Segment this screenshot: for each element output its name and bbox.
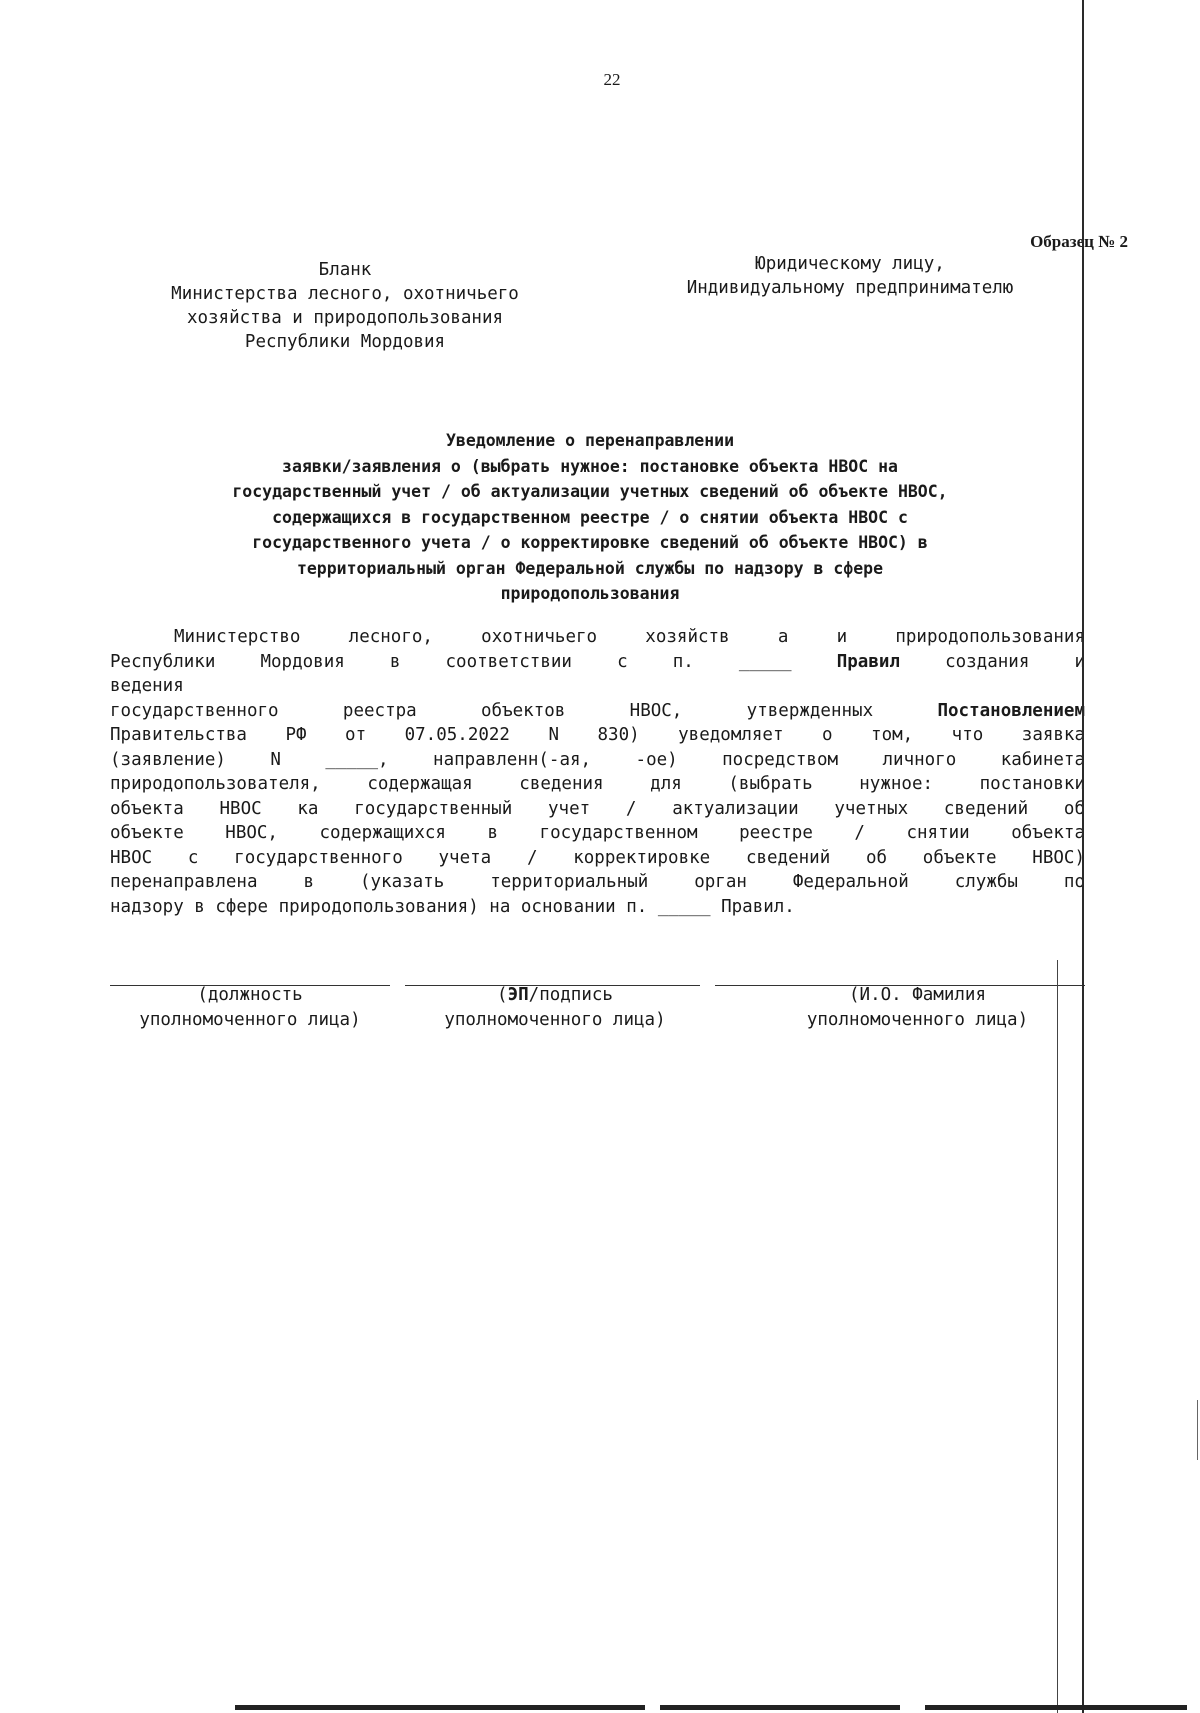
resolution-bold: Постановлением <box>937 700 1085 721</box>
caption-text: /подпись <box>528 985 613 1005</box>
document-title <box>100 428 1080 607</box>
body-line: объекте НВОС, содержащихся в государственном реестре / снятии объекта <box>110 823 1085 843</box>
position-caption <box>105 983 395 1033</box>
body-text: Республики Мордовия в соответствии с п. _____ <box>110 651 792 672</box>
scan-bottom-edge <box>235 1705 645 1710</box>
page-number: 22 <box>603 70 621 89</box>
title-line: содержащихся в государственном реестре / о снятии объекта НВОС с <box>272 507 908 527</box>
body-line <box>110 699 1085 724</box>
body-line: НВОС с государственного учета / корректировке сведений об объекте НВОС) <box>110 847 1085 868</box>
scan-edge-tick <box>1197 1400 1198 1460</box>
recipient-line: Индивидуальному предпринимателю <box>686 278 1014 298</box>
title-line: природопользования <box>500 584 680 603</box>
body-line <box>110 650 1085 675</box>
caption-line: (И.О. Фамилия <box>849 985 986 1005</box>
caption-line: уполномоченного лица) <box>806 1010 1029 1030</box>
body-line: природопользователя, содержащая сведения для (выбрать нужное: постановки <box>110 774 1085 794</box>
body-line: надзору в сфере природопользования) на основании п. _____ Правил. <box>110 896 795 917</box>
sender-line: Бланк <box>318 260 372 280</box>
sender-block <box>110 258 580 354</box>
caption-line: (должность <box>197 985 303 1005</box>
scan-margin-line <box>1082 0 1084 1713</box>
recipient-line: Юридическому лицу, <box>755 254 945 274</box>
sender-line: хозяйства и природопользования <box>186 308 504 328</box>
body-line: ведения <box>110 676 184 696</box>
rules-bold: Правил <box>836 651 900 672</box>
scan-margin-line-lower <box>1057 960 1058 1713</box>
body-text: создания и <box>945 651 1085 672</box>
recipient-block <box>630 252 1070 300</box>
body-text: государственного реестра объектов НВОС, утвержденных <box>110 700 874 721</box>
sender-line: Республики Мордовия <box>244 332 446 352</box>
body-line: объекта НВОС ка государственный учет / актуализации учетных сведений об <box>110 798 1085 819</box>
title-line: государственного учета / о корректировке сведений об объекте НВОС) в <box>252 533 928 552</box>
ep-bold: ЭП <box>507 985 529 1005</box>
body-line: Министерство лесного, охотничьего хозяйств а и природопользования <box>174 627 1085 647</box>
title-line: Уведомление о перенаправлении <box>445 431 735 450</box>
caption-line: уполномоченного лица) <box>139 1010 361 1030</box>
body-line: (заявление) N _____, направленн(-ая, -ое) посредством личного кабинета <box>110 749 1085 770</box>
signature-caption <box>405 983 705 1033</box>
body-line: перенаправлена в (указать территориальный орган Федеральной службы по <box>110 872 1085 892</box>
title-line: территориальный орган Федеральной службы по надзору в сфере <box>296 558 884 578</box>
caption-line: уполномоченного лица) <box>444 1010 666 1030</box>
name-caption <box>765 983 1070 1033</box>
sample-label: Образец № 2 <box>1030 232 1128 251</box>
title-line: государственный учет / об актуализации учетных сведений об объекте НВОС, <box>232 482 948 501</box>
body-line: Правительства РФ от 07.05.2022 N 830) уведомляет о том, что заявка <box>110 725 1085 745</box>
sender-line: Министерства лесного, охотничьего <box>171 284 519 304</box>
body-paragraph <box>110 625 1085 919</box>
scan-bottom-edge <box>925 1705 1187 1710</box>
scan-bottom-edge <box>660 1705 900 1710</box>
caption-line: (ЭП/подпись <box>497 985 613 1005</box>
title-line: заявки/заявления о (выбрать нужное: постановке объекта НВОС на <box>282 456 898 476</box>
